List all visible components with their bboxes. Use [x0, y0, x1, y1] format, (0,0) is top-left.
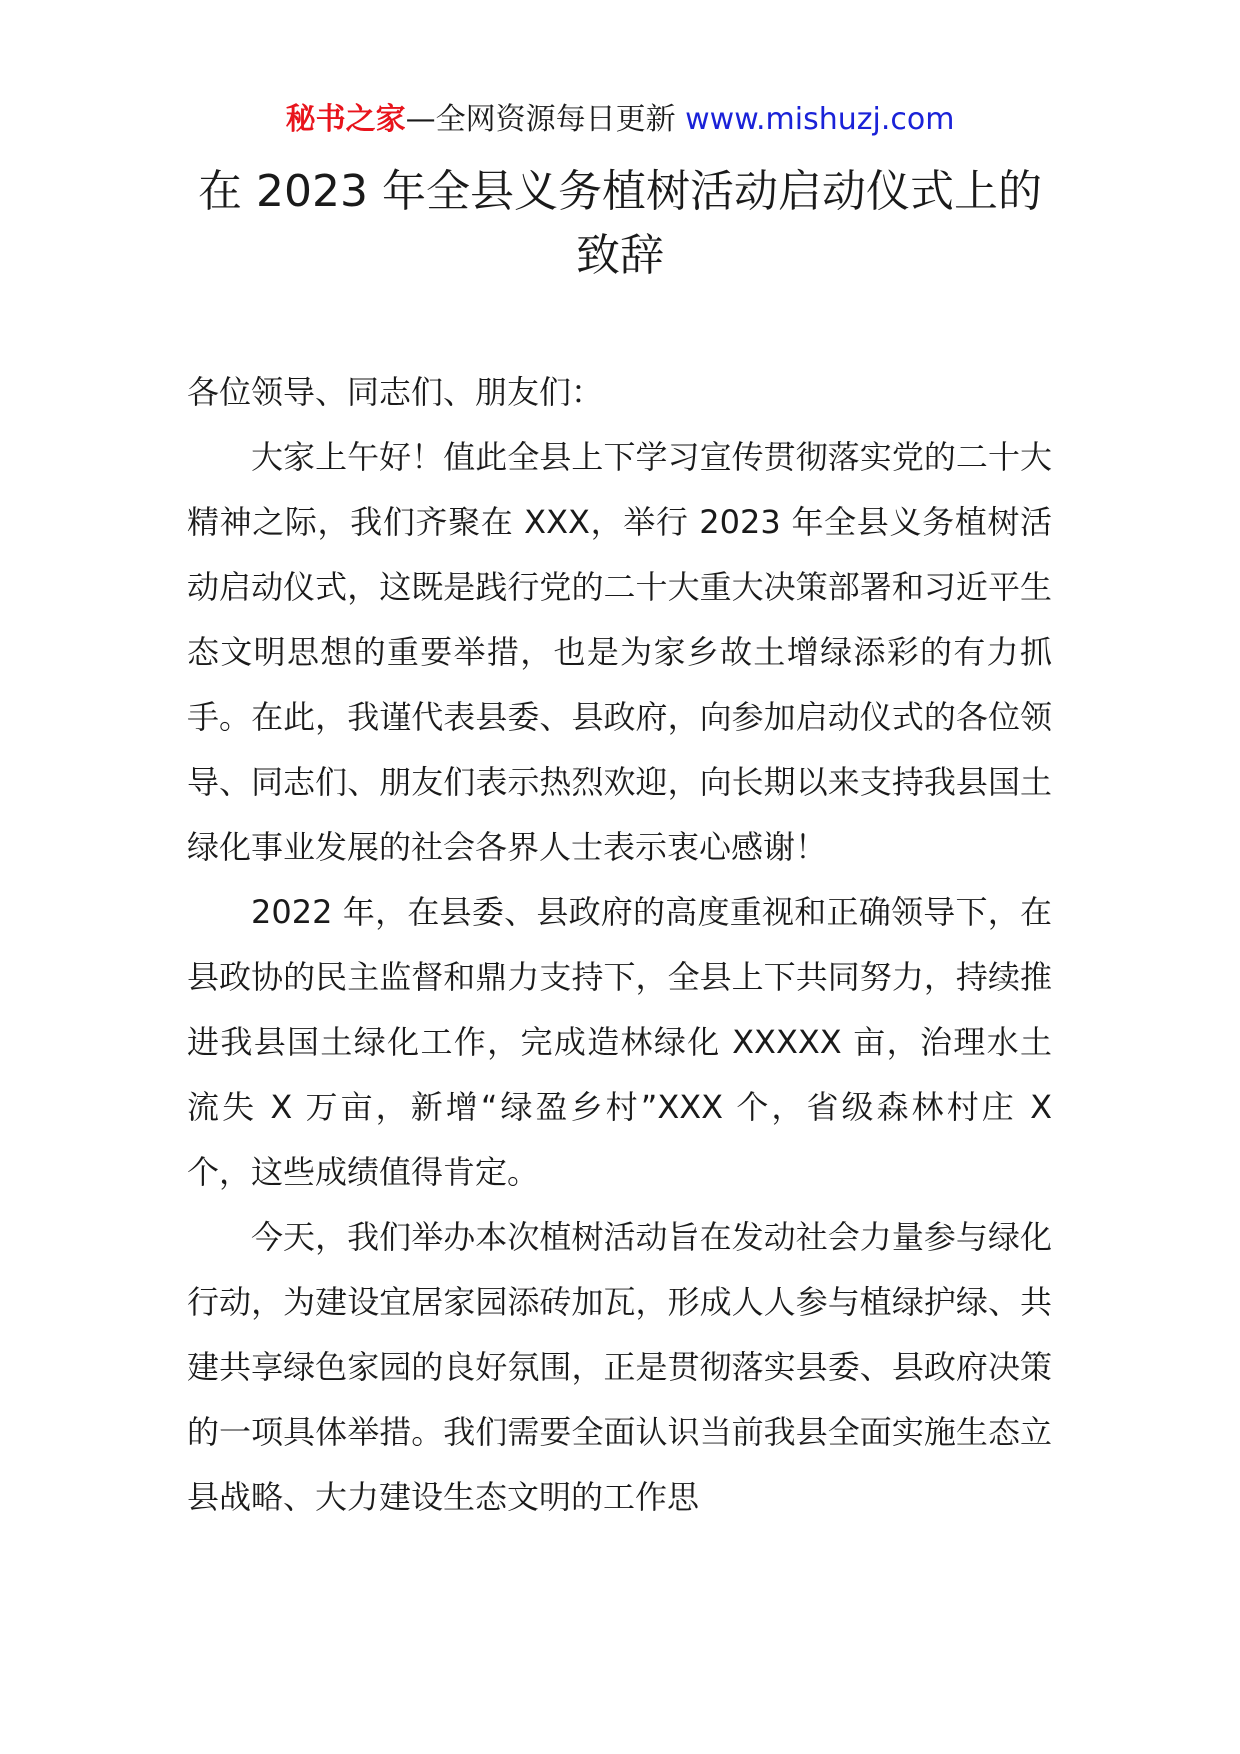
header-slogan: —全网资源每日更新	[405, 102, 686, 137]
watermark-header	[0, 98, 1240, 142]
salutation: 各位领导、同志们、朋友们：	[187, 373, 604, 411]
brand-name: 秘书之家	[285, 102, 406, 137]
document-title	[150, 160, 1090, 288]
title-line-1: 在 2023 年全县义务植树活动启动仪式上的	[198, 166, 1042, 217]
document-body	[187, 360, 1052, 1530]
site-url[interactable]: www.mishuzj.com	[685, 102, 955, 137]
paragraph-1: 大家上午好！值此全县上下学习宣传贯彻落实党的二十大精神之际，我们齐聚在 XXX，举行 2023 年全县义务植树活动启动仪式，这既是践行党的二十大重大决策部署和习近平生态文明思想的重要举措，也是为家乡故土增绿添彩的有力抓手。在此，我谨代表县委、县政府，向参加启动仪式的各位领导、同志们、朋友们表示热烈欢迎，向长期以来支持我县国土绿化事业发展的社会各界人士表示衷心感谢！	[187, 438, 1052, 866]
title-line-2: 致辞	[576, 230, 664, 281]
paragraph-2: 2022 年，在县委、县政府的高度重视和正确领导下，在县政协的民主监督和鼎力支持下，全县上下共同努力，持续推进我县国土绿化工作，完成造林绿化 XXXXX 亩，治理水土流失 X 万亩，新增“绿盈乡村”XXX 个，省级森林村庄 X 个，这些成绩值得肯定。	[187, 893, 1052, 1191]
paragraph-3: 今天，我们举办本次植树活动旨在发动社会力量参与绿化行动，为建设宜居家园添砖加瓦，形成人人参与植绿护绿、共建共享绿色家园的良好氛围，正是贯彻落实县委、县政府决策的一项具体举措。我们需要全面认识当前我县全面实施生态立县战略、大力建设生态文明的工作思	[187, 1218, 1052, 1516]
